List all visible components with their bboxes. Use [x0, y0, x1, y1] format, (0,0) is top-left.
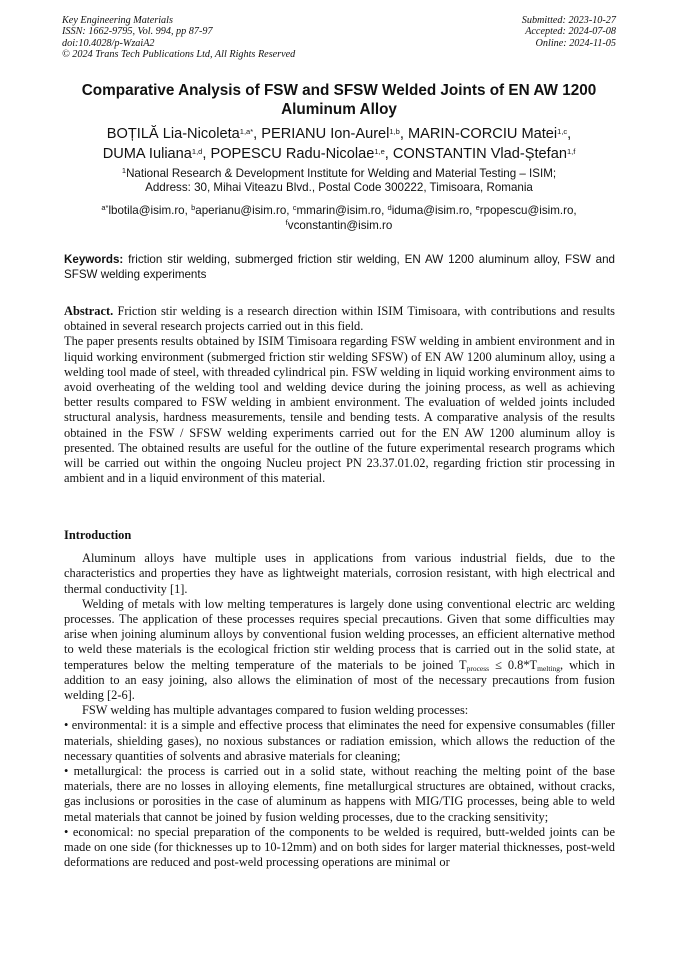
abstract-section [64, 304, 615, 486]
journal-name: Key Engineering Materials [62, 15, 173, 26]
email-mark: f [285, 217, 288, 227]
author-name: POPESCU Radu-Nicolae [210, 145, 375, 162]
author-affiliation-mark: 1,d [191, 146, 203, 156]
email-link[interactable]: aperianu@isim.ro [195, 204, 287, 217]
separator: , [469, 204, 476, 217]
keywords-text: friction stir welding, submerged friction stir welding, EN AW 1200 aluminum alloy, FSW and SFSW welding experiments [64, 253, 615, 281]
separator: , [567, 126, 572, 142]
accepted-date: Accepted: 2024-07-08 [525, 26, 616, 38]
author-name: CONSTANTIN Vlad-Ștefan [392, 145, 567, 162]
subscript: melting [537, 663, 561, 673]
email-link[interactable]: iduma@isim.ro [391, 204, 470, 217]
abstract-label: Abstract. [64, 304, 114, 318]
affiliation-mark: 1 [121, 166, 127, 175]
abstract-text: Friction stir welding is a research direction within ISIM Timisoara, with contributions and results obtained in several research projects carried out in this field. [64, 304, 615, 334]
paragraph-text: Welding of metals with low melting temperatures is largely done using conventional electric arc welding processes. The application of these processes requires special precautions. Given that some difficulties may arise when joining aluminum alloys by conventional fusion welding processes, an efficient alternative method to weld these materials is the ecological friction stir welding process that is carried out in the solid state, at temperatures below the melting temperature of the materials to be joined T [64, 596, 615, 672]
separator: , [184, 204, 192, 217]
author-affiliation-mark: 1,f [566, 146, 576, 156]
author-name: MARIN-CORCIU Matei [407, 126, 558, 142]
author-list [60, 125, 618, 164]
section-heading: Introduction [64, 528, 132, 542]
publication-dates [522, 15, 616, 49]
introduction-section [64, 528, 615, 870]
body-paragraph [64, 597, 615, 703]
email-mark: a* [101, 203, 109, 212]
paragraph-text: ≤ 0.8*T [489, 657, 538, 672]
paragraph-text: , which in addition to an easy joining, also allows the elimination of most of the necessary precautions from fusion welding [2-6]. [64, 657, 615, 703]
abstract-paragraph: The paper presents results obtained by ISIM Timisoara regarding FSW welding in ambient environment and in liquid working environment (submerged friction stir welding SFSW) of EN AW 1200 aluminum alloy, using a welding tool made of steel, with threaded cylindrical pin. FSW welding in liquid working environment aims to avoid overheating of the welding tool and welding device during the joining process, as well as achieving better results compared to FSW welding in ambient environment. The evaluation of welded joints included structural analysis, hardness measurements, tensile and bending tests. A comparative analysis of the results obtained in the FSW / SFSW welding experiments carried out for the EN AW 1200 aluminum alloy is presented. The obtained results are useful for the outline of the future experimental research programs which will be carried out within the ongoing Nucleu project PN 23.37.01.02, regarding friction stir processing in ambient and in a liquid environment of this material. [64, 334, 615, 486]
bullet-item: • economical: no special preparation of the components to be welded is required, butt-welded joints can be made on one side (for thicknesses up to 10-12mm) and on both sides for larger material thicknesses, post-weld deformations are reduced and post-weld processing operations are minimal or [64, 824, 615, 870]
author-name: PERIANU Ion-Aurel [261, 126, 390, 142]
affiliation-line: National Research & Development Institute for Welding and Material Testing – ISIM; [126, 167, 557, 180]
keywords [64, 253, 615, 282]
body-paragraph: FSW welding has multiple advantages compared to fusion welding processes: [82, 703, 469, 718]
separator: , [384, 145, 393, 162]
email-link[interactable]: vconstantin@isim.ro [287, 218, 393, 232]
body-paragraph: Aluminum alloys have multiple uses in applications from various industrial fields, due to the characteristics and properties they have as lightweight materials, corrosion resistant, with high electrical and thermal conductivity [1]. [64, 551, 615, 596]
copyright: © 2024 Trans Tech Publications Ltd, All Rights Reserved [62, 49, 296, 61]
author-name: DUMA Iuliana [102, 145, 192, 162]
author-affiliation-mark: 1,a* [239, 127, 254, 136]
bullet-item: • environmental: it is a simple and effective process that eliminates the need for expensive consumables (filler materials, shielding gases), no noxious substances or radiation emission, which allows the reduction of the necessary quantities of solvents and abrasive materials for cleaning; [64, 718, 615, 763]
author-name: BOȚILĂ Lia-Nicoleta [106, 126, 240, 142]
affiliation-address: Address: 30, Mihai Viteazu Blvd., Postal Code 300222, Timisoara, Romania [145, 181, 533, 195]
author-affiliation-mark: 1,e [374, 146, 385, 156]
bullet-item: • metallurgical: the process is carried out in a solid state, without reaching the melting point of the base materials, there are no losses in alloying elements, fine metallurgical structures are obtained, without cracks, gas inclusions or porosities in the case of aluminum as happens with MIG/TIG processes, being able to weld metal materials that cannot be joined by fusion welding processes, due to the cracking sensitivity; [64, 764, 615, 824]
issn-volume: ISSN: 1662-9795, Vol. 994, pp 87-97 [62, 26, 213, 38]
email-mark: b [191, 203, 196, 212]
separator: , [202, 145, 211, 162]
author-affiliation-mark: 1,b [389, 127, 400, 136]
author-affiliation-mark: 1,c [557, 127, 568, 136]
email-link[interactable]: mmarin@isim.ro [296, 204, 382, 217]
online-date: Online: 2024-11-05 [535, 37, 616, 49]
publication-info [62, 15, 295, 61]
keywords-label: Keywords: [64, 253, 124, 266]
submitted-date: Submitted: 2023-10-27 [521, 15, 616, 26]
separator: , [253, 126, 262, 142]
subscript: process [466, 663, 490, 673]
separator: , [286, 204, 293, 217]
separator: , [381, 204, 388, 217]
email-mark: c [292, 203, 297, 212]
author-emails [60, 204, 618, 233]
paper-title: Comparative Analysis of FSW and SFSW Welded Joints of EN AW 1200 Aluminum Alloy [81, 82, 597, 118]
affiliation [60, 167, 618, 196]
email-link[interactable]: lbotila@isim.ro [108, 204, 185, 217]
separator: , [399, 126, 408, 142]
abstract-paragraph [64, 304, 615, 334]
email-link[interactable]: rpopescu@isim.ro [479, 204, 574, 217]
email-mark: d [387, 203, 392, 212]
email-mark: e [475, 203, 480, 212]
doi: doi:10.4028/p-WzaiA2 [62, 37, 155, 49]
separator: , [573, 204, 577, 217]
